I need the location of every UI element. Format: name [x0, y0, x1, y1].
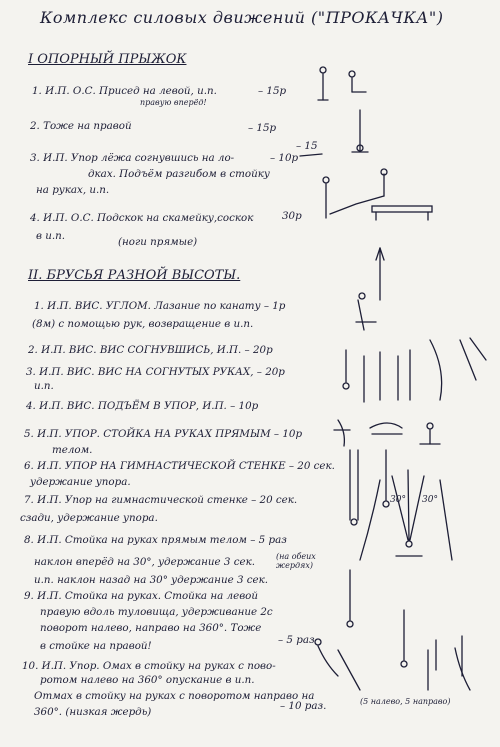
line-s1-3a: 3. И.П. Упор лёжа согнувшись на ло- [30, 152, 235, 164]
figure-rope-climb-sketch [356, 248, 384, 330]
line-s1-4a: 4. И.П. О.С. Подскок на скамейку,соскок [30, 212, 254, 224]
figure-bar-upstart-sketch [334, 420, 440, 446]
figure-bench-sketch [300, 154, 432, 220]
angle-label-left: 30° [390, 495, 406, 505]
line-s1-2r: – 15р [248, 122, 277, 134]
line-s2-9c: поворот налево, направо на 360°. Тоже [40, 622, 262, 634]
line-s2-7b: сзади, удержание упора. [20, 512, 158, 524]
figure-turn-sketches [315, 570, 470, 690]
line-s2-9d: в стойке на правой! [40, 640, 152, 652]
line-s1-1a: 1. И.П. О.С. Присед на левой, и.п. [32, 85, 217, 97]
line-s2-10a: 10. И.П. Упор. Омах в стойку на руках с пово- [22, 660, 276, 672]
figure-squat-sketch [318, 67, 366, 100]
line-s2-6a: 6. И.П. УПОР НА ГИМНАСТИЧЕСКОЙ СТЕНКЕ – 20 сек. [24, 460, 335, 472]
line-s2-9a: 9. И.П. Стойка на руках. Стойка на левой [24, 590, 259, 602]
line-s2-9r: – 5 раз [278, 634, 315, 646]
line-s2-10d: 360°. (низкая жердь) [34, 706, 152, 718]
line-s2-3a: 3. И.П. ВИС. ВИС НА СОГНУТЫХ РУКАХ, – 20р [26, 366, 285, 378]
line-s2-10n: (5 налево, 5 направо) [360, 697, 451, 706]
figure-hang-sketches [343, 338, 486, 402]
line-s1-4c: (ноги прямые) [118, 236, 198, 248]
line-s2-8b: наклон вперёд на 30°, удержание 3 сек. [34, 556, 255, 568]
line-s1-3b: дках. Подъём разгибом в стойку [88, 168, 270, 180]
line-s2-2a: 2. И.П. ВИС. ВИС СОГНУВШИСЬ, И.П. – 20р [28, 344, 273, 356]
line-s1-3r: – 10р [270, 152, 299, 164]
angle-label-right: 30° [422, 495, 438, 505]
section-heading-bars: II. БРУСЬЯ РАЗНОЙ ВЫСОТЫ. [28, 268, 241, 283]
line-s2-8bn: (на обеих жердях) [276, 552, 316, 570]
line-s1-4r: 30р [282, 210, 302, 222]
line-s2-10c: Отмах в стойку на руках с поворотом направо на [34, 690, 315, 702]
figure-angle-sketch [360, 470, 452, 560]
line-s2-8a: 8. И.П. Стойка на руках прямым телом – 5 раз [24, 534, 287, 546]
line-s2-6b: удержание упора. [30, 476, 131, 488]
line-s2-8c: и.п. наклон назад на 30° удержание 3 сек. [34, 574, 269, 586]
line-s2-10b: ротом налево на 360° опускание в и.п. [40, 674, 255, 686]
line-s1-4b: в и.п. [36, 230, 66, 242]
line-s1-3s: – 15 [296, 140, 318, 152]
line-s2-3b: и.п. [34, 380, 54, 392]
figure-handstand-column-sketch [350, 450, 389, 525]
line-s2-5b: телом. [52, 444, 93, 456]
line-s2-7a: 7. И.П. Упор на гимнастической стенке – 20 сек. [24, 494, 298, 506]
line-s1-1b: правую вперёд! [140, 98, 207, 107]
section-heading-vault: I ОПОРНЫЙ ПРЫЖОК [28, 52, 187, 67]
line-s2-9b: правую вдоль туловища, удерживание 2с [40, 606, 273, 618]
line-s2-5a: 5. И.П. УПОР. СТОЙКА НА РУКАХ ПРЯМЫМ – 10р [24, 428, 303, 440]
line-s2-1b: (8м) с помощью рук, возвращение в и.п. [32, 318, 254, 330]
line-s1-1r: – 15р [258, 85, 287, 97]
figure-handstand-sketch [352, 110, 368, 152]
page-title: Комплекс силовых движений ("ПРОКАЧКА") [40, 8, 444, 27]
line-s1-3c: на руках, и.п. [36, 184, 110, 196]
line-s1-2a: 2. Тоже на правой [30, 120, 132, 132]
line-s2-10r: – 10 раз. [280, 700, 327, 712]
line-s2-1a: 1. И.П. ВИС. УГЛОМ. Лазание по канату – 1р [34, 300, 286, 312]
line-s2-4a: 4. И.П. ВИС. ПОДЪЁМ В УПОР, И.П. – 10р [26, 400, 259, 412]
